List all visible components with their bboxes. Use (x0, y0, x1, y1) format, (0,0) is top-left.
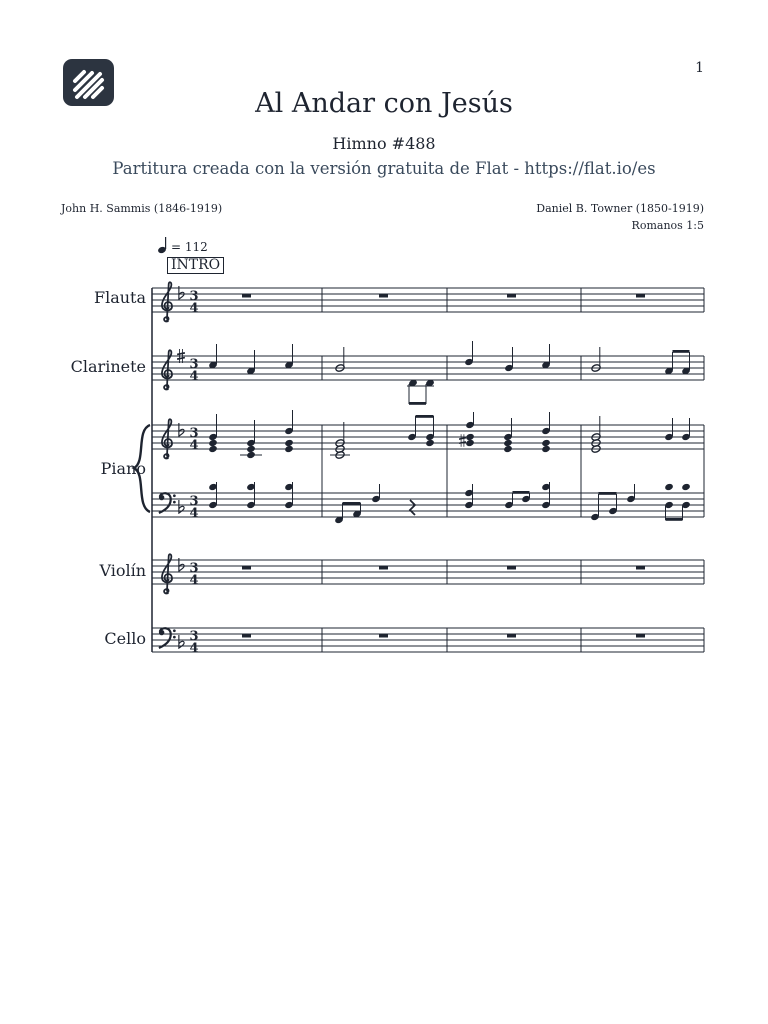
score-subtitle: Himno #488 (332, 134, 436, 153)
time-sig-denominator: 4 (189, 573, 199, 588)
time-sig-denominator: 4 (189, 438, 199, 453)
staff-lines (152, 288, 704, 652)
instrument-label-piano: Piano (100, 459, 146, 478)
time-sig-denominator: 4 (189, 301, 199, 316)
rehearsal-mark: INTRO (167, 257, 224, 274)
tempo-bpm: = 112 (171, 240, 208, 254)
whole-rests (242, 294, 645, 638)
instrument-label-violin: Violín (99, 561, 146, 580)
composer-credit: Daniel B. Towner (1850-1919) (536, 202, 704, 215)
score-title: Al Andar con Jesús (255, 88, 513, 119)
instrument-label-flute: Flauta (93, 288, 146, 307)
flat-credit-text: Partitura creada con la versión gratuita de Flat - https://flat.io/es (112, 159, 656, 178)
time-sig-numerator: 3 (189, 629, 199, 644)
time-sig-numerator: 3 (189, 289, 199, 304)
time-sig-numerator: 3 (189, 426, 199, 441)
instrument-label-clarinet: Clarinete (70, 357, 146, 376)
piano-brace (134, 425, 150, 512)
page-number: 1 (695, 60, 704, 76)
time-sig-numerator: 3 (189, 561, 199, 576)
time-sig-denominator: 4 (189, 641, 199, 656)
barlines (322, 288, 704, 652)
bass-clef-icon (159, 493, 176, 513)
time-sig-denominator: 4 (189, 369, 199, 384)
clarinet-notes (208, 341, 691, 405)
time-sig-denominator: 4 (189, 506, 199, 521)
instrument-label-cello: Cello (104, 629, 146, 648)
piano-left-hand-notes (208, 482, 691, 524)
bass-clef-icon (159, 628, 176, 648)
piano-right-hand-notes (208, 410, 691, 459)
scripture-reference: Romanos 1:5 (631, 219, 704, 232)
time-sig-numerator: 3 (189, 357, 199, 372)
time-sig-numerator: 3 (189, 494, 199, 509)
lyricist-credit: John H. Sammis (1846-1919) (61, 202, 223, 215)
